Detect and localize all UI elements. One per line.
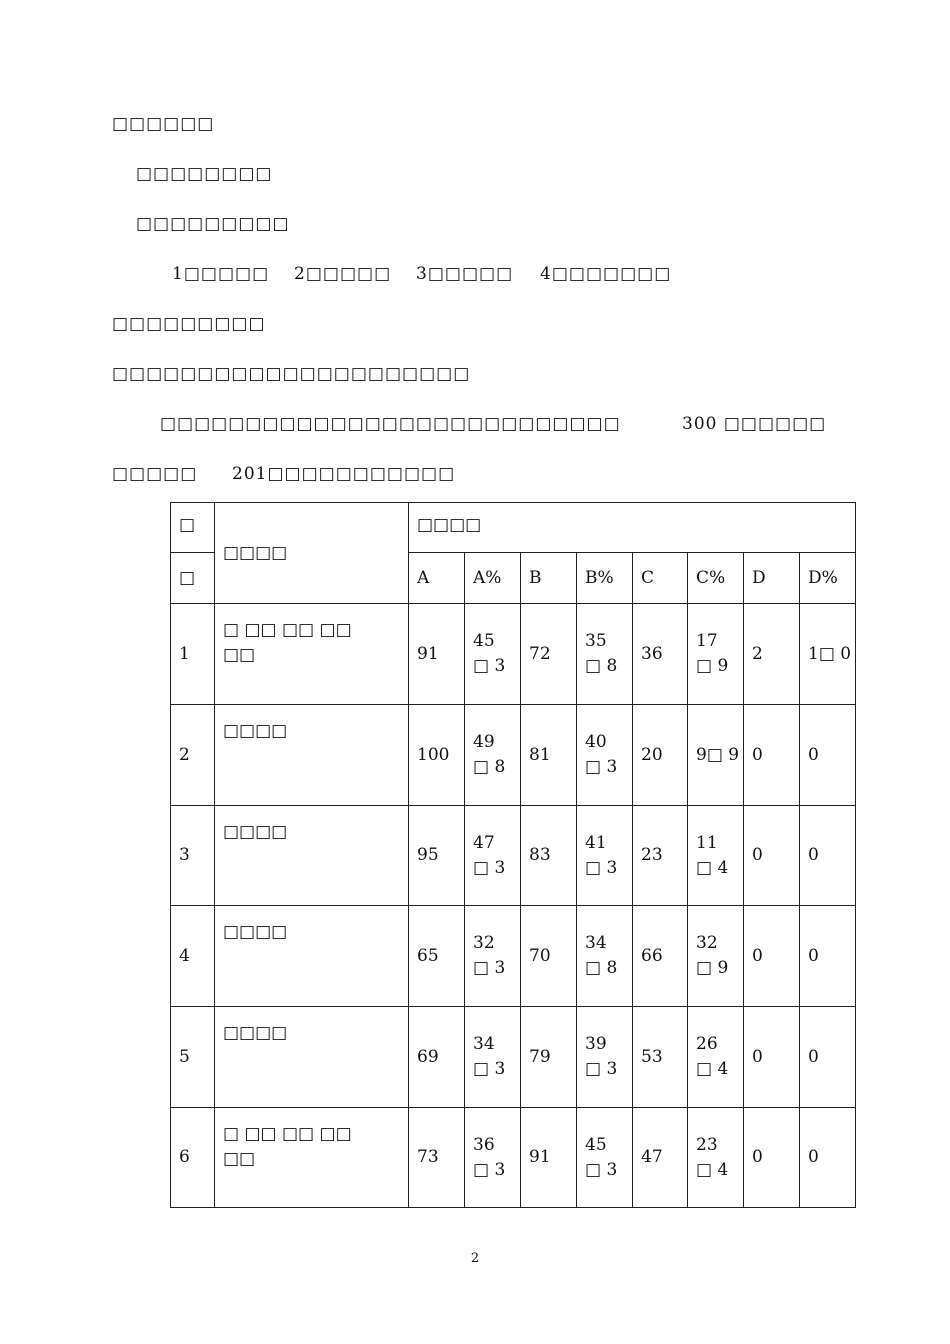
cell-d: 0 [744,705,800,806]
cell-d: 2 [744,604,800,705]
cell-a-pct: 32 □ 3 [465,906,521,1007]
paragraph-line-b: 300 □□□□□□ [682,414,827,434]
cell-b: 83 [521,806,577,906]
option-4: 4□□□□□□□ [540,264,672,284]
table-row [171,604,856,705]
heading-line-2: □□□□□□□□ [136,164,273,184]
cell-no: 6 [171,1108,215,1208]
header-col: D [744,553,800,604]
cell-no: 4 [171,906,215,1007]
cell-d-pct: 0 [800,806,856,906]
cell-c-pct: 17 □ 9 [688,604,744,705]
cell-d-pct: 0 [800,705,856,806]
cell-c: 47 [633,1108,688,1208]
cell-c: 23 [633,806,688,906]
cell-name: □□□□ [215,806,409,906]
cell-d-pct: 0 [800,1108,856,1208]
cell-name: □□□□ [215,906,409,1007]
header-group: □□□□ [409,503,856,553]
cell-d: 0 [744,906,800,1007]
cell-b: 81 [521,705,577,806]
header-col: B% [577,553,633,604]
cell-a-pct: 34 □ 3 [465,1007,521,1108]
cell-c-pct: 23 □ 4 [688,1108,744,1208]
option-1: 1□□□□□ [172,264,270,284]
cell-a: 69 [409,1007,465,1108]
cell-a: 91 [409,604,465,705]
header-name: □□□□ [215,503,409,604]
header-col: A% [465,553,521,604]
header-row-1 [171,503,856,553]
cell-a-pct: 47 □ 3 [465,806,521,906]
cell-b-pct: 39 □ 3 [577,1007,633,1108]
cell-d: 0 [744,1108,800,1208]
cell-c-pct: 9□ 9 [688,705,744,806]
cell-c-pct: 26 □ 4 [688,1007,744,1108]
header-col: B [521,553,577,604]
paragraph-line-a: □□□□□□□□□□□□□□□□□□□□□□□□□□□ [160,414,621,434]
table-row [171,1108,856,1208]
cell-a-pct: 36 □ 3 [465,1108,521,1208]
heading-line-6: □□□□□□□□□□□□□□□□□□□□□ [112,364,471,384]
paragraph-line-c: □□□□□ [112,464,198,484]
cell-d: 0 [744,806,800,906]
header-no: □ [171,503,215,553]
option-2: 2□□□□□ [294,264,392,284]
cell-c: 36 [633,604,688,705]
heading-line-3: □□□□□□□□□ [136,214,290,234]
cell-name: □□□□ [215,1007,409,1108]
cell-b: 79 [521,1007,577,1108]
table-row [171,806,856,906]
heading-line-5: □□□□□□□□□ [112,314,266,334]
statistics-table [170,502,856,1208]
cell-c-pct: 11 □ 4 [688,806,744,906]
cell-a: 100 [409,705,465,806]
cell-d-pct: 1□ 0 [800,604,856,705]
cell-a: 73 [409,1108,465,1208]
header-col: C% [688,553,744,604]
table-row [171,906,856,1007]
cell-b-pct: 41 □ 3 [577,806,633,906]
cell-c: 20 [633,705,688,806]
header-col: C [633,553,688,604]
table-row [171,1007,856,1108]
cell-d-pct: 0 [800,1007,856,1108]
cell-a: 95 [409,806,465,906]
cell-b-pct: 40 □ 3 [577,705,633,806]
cell-b: 72 [521,604,577,705]
cell-b-pct: 34 □ 8 [577,906,633,1007]
cell-name: □ □□ □□ □□ □□ [215,604,409,705]
cell-b: 70 [521,906,577,1007]
option-3: 3□□□□□ [416,264,514,284]
page-number: 2 [470,1251,480,1266]
cell-no: 1 [171,604,215,705]
cell-b: 91 [521,1108,577,1208]
cell-c-pct: 32 □ 9 [688,906,744,1007]
cell-name: □□□□ [215,705,409,806]
cell-a: 65 [409,906,465,1007]
cell-no: 3 [171,806,215,906]
cell-d-pct: 0 [800,906,856,1007]
table-row [171,705,856,806]
cell-a-pct: 49 □ 8 [465,705,521,806]
cell-b-pct: 45 □ 3 [577,1108,633,1208]
cell-d: 0 [744,1007,800,1108]
cell-c: 53 [633,1007,688,1108]
cell-a-pct: 45 □ 3 [465,604,521,705]
paragraph-line-d: 201□□□□□□□□□□□ [232,464,456,484]
cell-no: 2 [171,705,215,806]
header-no-2: □ [171,553,215,604]
cell-b-pct: 35 □ 8 [577,604,633,705]
cell-no: 5 [171,1007,215,1108]
header-col: A [409,553,465,604]
header-col: D% [800,553,856,604]
heading-line-1: □□□□□□ [112,114,215,134]
cell-name: □ □□ □□ □□ □□ [215,1108,409,1208]
cell-c: 66 [633,906,688,1007]
